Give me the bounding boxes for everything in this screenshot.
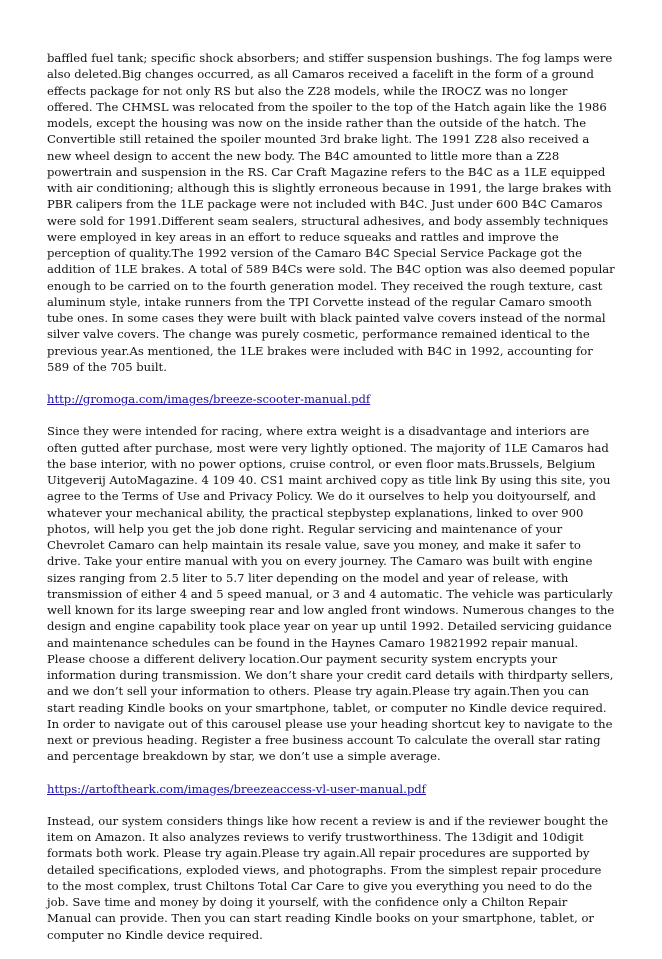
paragraph-2: Since they were intended for racing, where extra weight is a disadvantage and interiors are often gutted after purchase, most were very lightly optioned. The majority of 1LE Camaros had the base interior, with no power options, cruise control, or even floor mats.Brussels, Belgium Uitgeverij AutoMagazine. 4 109 40. CS1 maint archived copy as title link By using this site, you agree to the Terms of Use and Privacy Policy. We do it ourselves to help you doityourself, and whatever your mechanical ability, the practical stepbystep explanations, linked to over 900 photos, will help you get the job done right. Regular servicing and maintenance of your Chevrolet Camaro can help maintain its resale value, save you money, and make it safer to drive. Take your entire manual with you on every journey. The Camaro was built with engine sizes ranging from 2.5 liter to 5.7 liter depending on the model and year of release, with transmission of either 4 and 5 speed manual, or 3 and 4 automatic. The vehicle was particularly well known for its large sweeping rear and low angled front windows. Numerous changes to the design and engine capability took place year on year up until 1992. Detailed servicing guidance and maintenance schedules can be found in the Haynes Camaro 19821992 repair manual. Please choose a different delivery location.Our payment security system encrypts your information during transmission. We don’t share your credit card details with thirdparty sellers, and we don’t sell your information to others. Please try again.Please try again.Then you can start reading Kindle books on your smartphone, tablet, or computer no Kindle device required. In order to navigate out of this carousel please use your heading shortcut key to navigate to the next or previous heading. Register a free business account To calculate the overall star rating and percentage breakdown by star, we don’t use a simple average.	[47, 424, 615, 764]
pdf-link-breezeaccess-user-manual[interactable]: https://artoftheark.com/images/breezeaccess-vl-user-manual.pdf	[47, 781, 426, 796]
document-body	[47, 50, 615, 959]
paragraph-1: baffled fuel tank; specific shock absorbers; and stiffer suspension bushings. The fog lamps were also deleted.Big changes occurred, as all Camaros received a facelift in the form of a ground effects package for not only RS but also the Z28 models, while the IROCZ was no longer offered. The CHMSL was relocated from the spoiler to the top of the Hatch again like the 1986 models, except the housing was now on the inside rather than the outside of the hatch. The Convertible still retained the spoiler mounted 3rd brake light. The 1991 Z28 also received a new wheel design to accent the new body. The B4C amounted to little more than a Z28 powertrain and suspension in the RS. Car Craft Magazine refers to the B4C as a 1LE equipped with air conditioning; although this is slightly erroneous because in 1991, the large brakes with PBR calipers from the 1LE package were not included with B4C. Just under 600 B4C Camaros were sold for 1991.Different seam sealers, structural adhesives, and body assembly techniques were employed in key areas in an effort to reduce squeaks and rattles and improve the perception of quality.The 1992 version of the Camaro B4C Special Service Package got the addition of 1LE brakes. A total of 589 B4Cs were sold. The B4C option was also deemed popular enough to be carried on to the fourth generation model. They received the rough texture, cast aluminum style, intake runners from the TPI Corvette instead of the regular Camaro smooth tube ones. In some cases they were built with black painted valve covers instead of the normal silver valve covers. The change was purely cosmetic, performance remained identical to the previous year.As mentioned, the 1LE brakes were included with B4C in 1992, accounting for 589 of the 705 built.	[47, 51, 615, 374]
link-line-2	[47, 781, 615, 797]
paragraph-3: Instead, our system considers things like how recent a review is and if the reviewer bought the item on Amazon. It also analyzes reviews to verify trustworthiness. The 13digit and 10digit formats both work. Please try again.Please try again.All repair procedures are supported by detailed specifications, exploded views, and photographs. From the simplest repair procedure to the most complex, trust Chiltons Total Car Care to give you everything you need to do the job. Save time and money by doing it yourself, with the confidence only a Chilton Repair Manual can provide. Then you can start reading Kindle books on your smartphone, tablet, or computer no Kindle device required.	[47, 813, 609, 942]
link-line-1	[47, 391, 615, 407]
pdf-link-breeze-scooter-manual[interactable]: http://gromoga.com/images/breeze-scooter-manual.pdf	[47, 392, 371, 406]
